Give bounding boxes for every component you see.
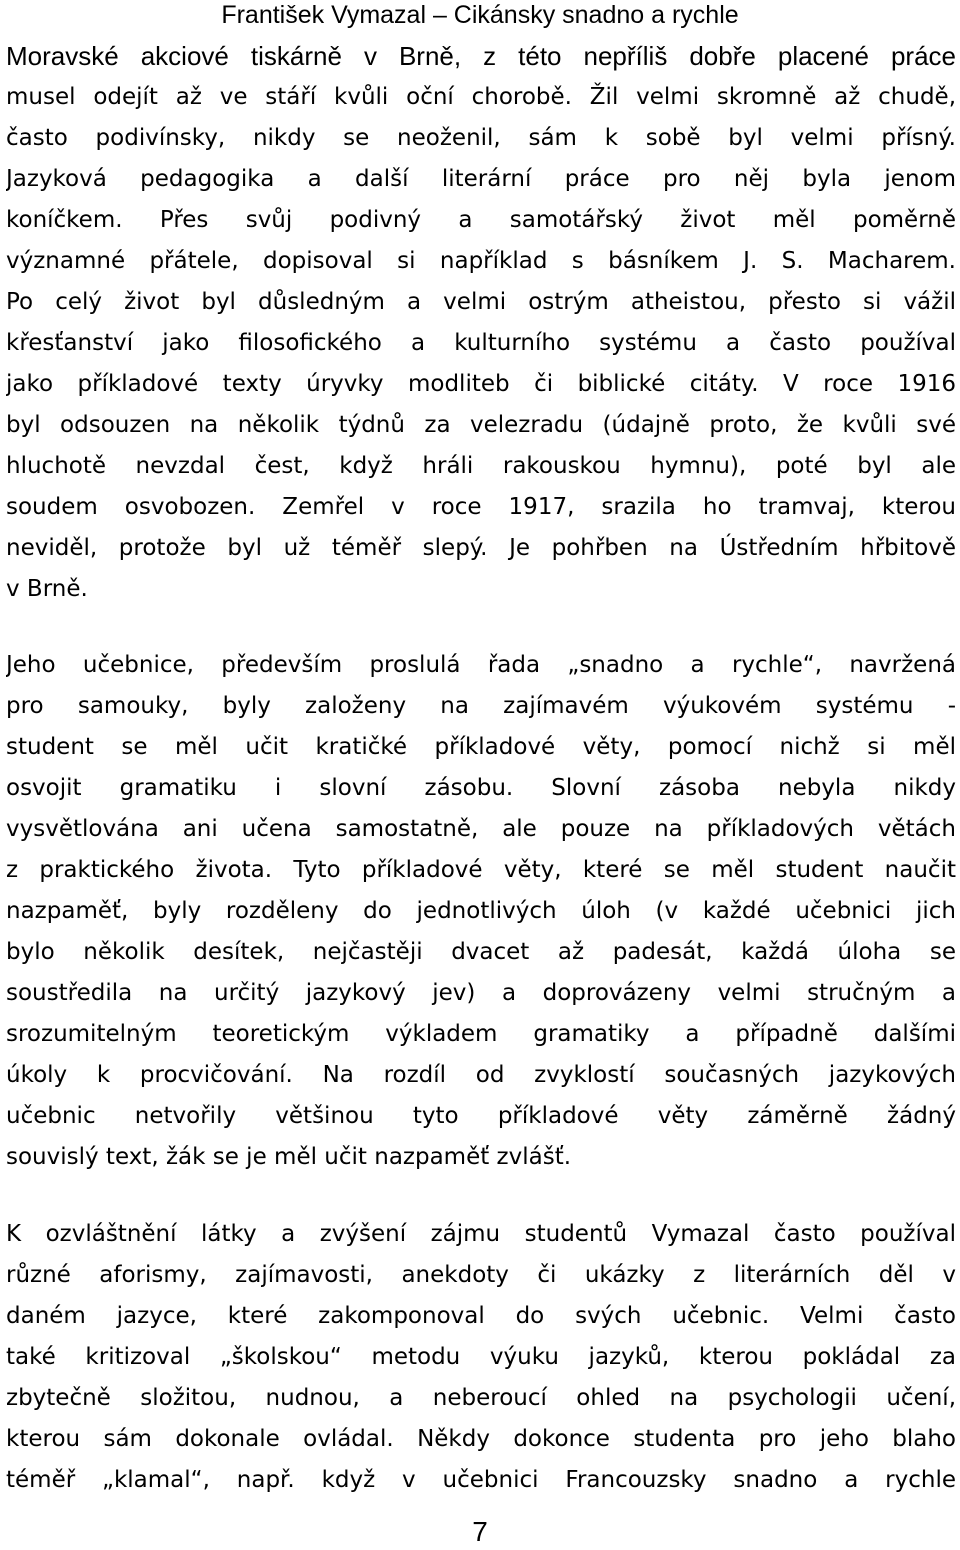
text-line: nazpaměť, byly rozděleny do jednotlivých úloh (v každé učebnici jich (6, 898, 956, 924)
text-line: osvojit gramatiku i slovní zásobu. Slovní zásoba nebyla nikdy (6, 775, 956, 801)
text-line: souvislý text, žák se je měl učit nazpaměť zvlášť. (6, 1144, 572, 1170)
text-line: daném jazyce, které zakomponoval do svých učebnic. Velmi často (6, 1303, 956, 1329)
text-line: hluchotě nevzdal čest, když hráli rakouskou hymnu), poté byl ale (6, 453, 956, 479)
text-line: různé aforismy, zajímavosti, anekdoty či ukázky z literárních děl v (6, 1262, 956, 1288)
text-line: téměř „klamal“, např. když v učebnici Francouzsky snadno a rychle (6, 1467, 956, 1493)
text-line: Moravské akciové tiskárně v Brně, z této nepříliš dobře placené práce (6, 41, 956, 71)
text-line: významné přátele, dopisoval si například s básníkem J. S. Macharem. (6, 248, 956, 274)
text-line: Jeho učebnice, především proslulá řada „snadno a rychle“, navržená (6, 652, 956, 678)
text-line: úkoly k procvičování. Na rozdíl od zvyklostí současných jazykových (6, 1062, 956, 1088)
text-line: zbytečně složitou, nudnou, a neberoucí ohled na psychologii učení, (6, 1385, 956, 1411)
text-line: neviděl, protože byl už téměř slepý. Je pohřben na Ústředním hřbitově (6, 535, 956, 561)
text-line: srozumitelným teoretickým výkladem gramatiky a případně dalšími (6, 1021, 956, 1047)
text-line: koníčkem. Přes svůj podivný a samotářský život měl poměrně (6, 207, 956, 233)
paragraph-biography (6, 36, 956, 610)
text-line: kterou sám dokonale ovládal. Někdy dokonce studenta pro jeho blaho (6, 1426, 956, 1452)
text-line: student se měl učit kratičké příkladové věty, pomocí nichž si měl (6, 734, 956, 760)
text-line: vysvětlována ani učena samostatně, ale pouze na příkladových větách (6, 816, 956, 842)
text-line: musel odejít až ve stáří kvůli oční chorobě. Žil velmi skromně až chudě, (6, 84, 956, 110)
text-line: byl odsouzen na několik týdnů za velezradu (údajně proto, že kvůli své (6, 412, 956, 438)
paragraph-methods (6, 1214, 956, 1501)
page-number: 7 (472, 1516, 488, 1547)
text-line: K ozvláštnění látky a zvýšení zájmu studentů Vymazal často používal (6, 1221, 956, 1247)
text-line: často podivínsky, nikdy se neoženil, sám k sobě byl velmi přísný. (6, 125, 956, 151)
text-line: soustředila na určitý jazykový jev) a doprovázeny velmi stručným a (6, 980, 956, 1006)
text-line: Po celý život byl důsledným a velmi ostrým atheistou, přesto si vážil (6, 289, 956, 315)
paragraph-textbooks (6, 645, 956, 1178)
text-line: bylo několik desítek, nejčastěji dvacet až padesát, každá úloha se (6, 939, 956, 965)
text-line: také kritizoval „školskou“ metodu výuku jazyků, kterou pokládal za (6, 1344, 956, 1370)
text-line: z praktického života. Tyto příkladové věty, které se měl student naučit (6, 857, 956, 883)
text-line: křesťanství jako filosofického a kulturního systému a často používal (6, 330, 956, 356)
text-line: jako příkladové texty úryvky modliteb či biblické citáty. V roce 1916 (6, 371, 956, 397)
text-line: soudem osvobozen. Zemřel v roce 1917, srazila ho tramvaj, kterou (6, 494, 956, 520)
text-line: v Brně. (6, 576, 88, 602)
running-header: František Vymazal – Cikánsky snadno a rychle (221, 1, 739, 29)
text-line: učebnic netvořily většinou tyto příkladové věty záměrně žádný (6, 1103, 956, 1129)
text-line: Jazyková pedagogika a další literární práce pro něj byla jenom (6, 166, 956, 192)
text-line: pro samouky, byly založeny na zajímavém výukovém systému - (6, 693, 956, 719)
